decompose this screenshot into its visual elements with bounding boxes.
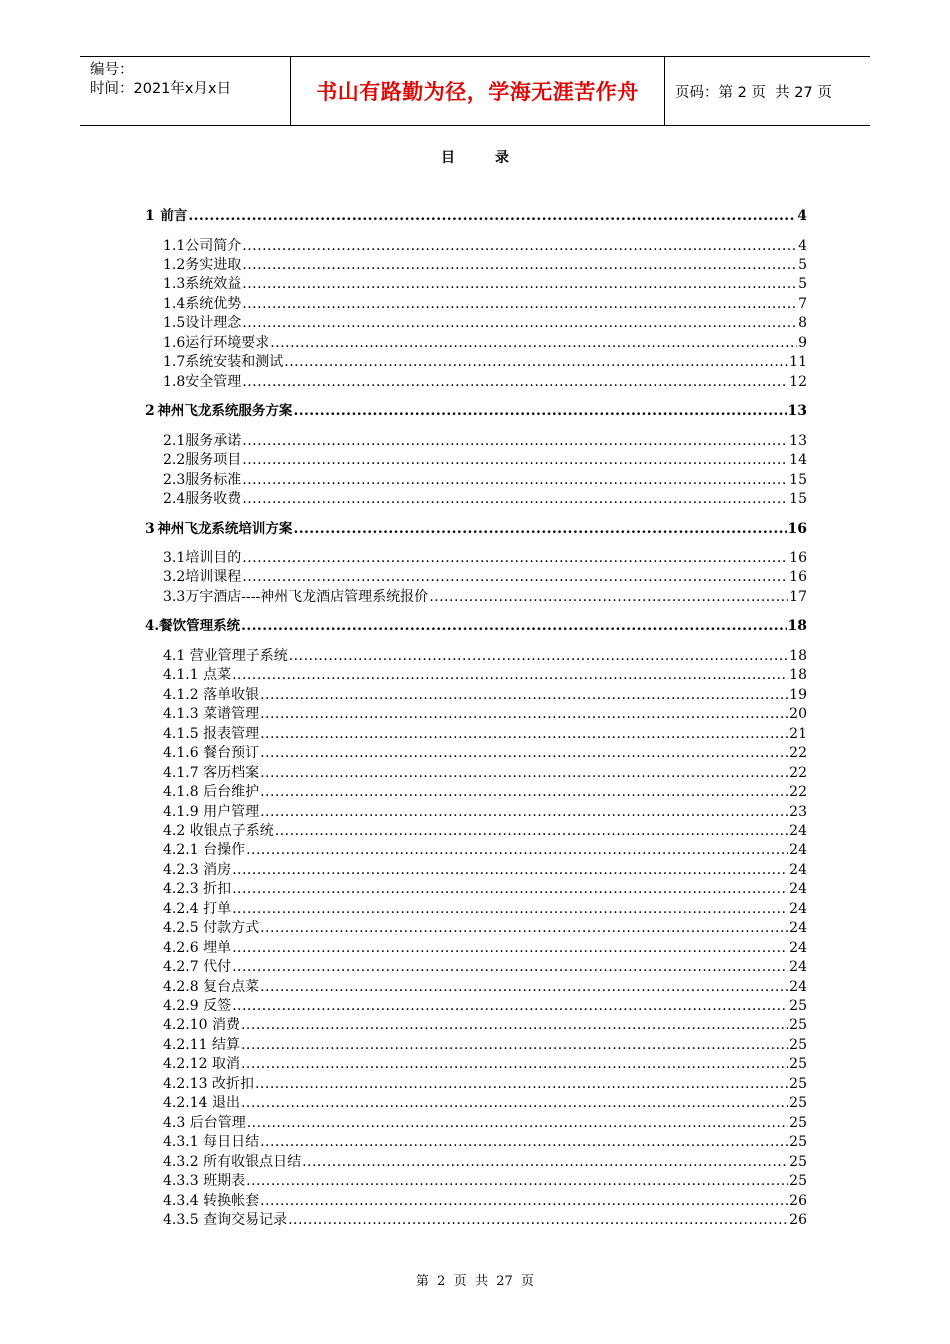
toc-entry-label: 服务收费	[185, 491, 242, 507]
toc-leader-dots	[302, 1153, 788, 1171]
toc-entry	[163, 237, 807, 255]
toc-entry-label: 4.1.5 报表管理	[163, 725, 260, 742]
toc-entry-page: 14	[789, 452, 807, 469]
toc-leader-dots	[242, 471, 788, 489]
toc-entry-label: 4.2.9 反签	[163, 998, 232, 1014]
toc-leader-dots	[246, 841, 788, 859]
toc-entry-page: 25	[789, 1173, 807, 1190]
toc-leader-dots	[232, 958, 788, 976]
toc-entry-label: 4.2.13 改折扣	[163, 1075, 254, 1092]
toc-entry-page: 15	[789, 491, 807, 507]
toc-entry	[163, 647, 807, 665]
toc-entry-page: 22	[789, 745, 807, 762]
toc-entry-label: 4.2.11 结算	[163, 1036, 240, 1053]
toc-entry	[163, 275, 807, 293]
toc-entry	[163, 1055, 807, 1073]
toc-entry-label: 4.2.1 台操作	[163, 842, 246, 859]
toc-leader-dots	[270, 334, 797, 352]
toc-entry	[163, 939, 807, 957]
toc-entry-page: 25	[789, 1114, 807, 1131]
toc-entry-page: 8	[798, 315, 807, 332]
toc-leader-dots	[260, 1192, 788, 1210]
toc-entry	[145, 617, 807, 635]
toc-leader-dots	[242, 314, 797, 332]
toc-entry-number: 3.1	[163, 550, 186, 566]
toc-entry-label: 4.2.7 代付	[163, 959, 232, 976]
toc-entry	[163, 1192, 807, 1210]
toc-entry	[163, 666, 807, 684]
toc-entry	[163, 919, 807, 937]
toc-entry	[163, 686, 807, 704]
toc-entry	[163, 861, 807, 879]
toc-entry-number: 2	[145, 403, 155, 420]
toc-entry	[163, 705, 807, 723]
toc-entry-label: 4.1.6 餐台预订	[163, 745, 260, 762]
toc-leader-dots	[242, 568, 788, 586]
toc-entry-page: 16	[789, 550, 807, 566]
toc-entry-page: 24	[789, 978, 807, 995]
toc-entry-label: 4.2.3 消房	[163, 861, 232, 878]
toc-entry	[163, 471, 807, 489]
toc-entry-number: 2.4	[163, 491, 186, 507]
header-time: 时间：2021年x月x日	[90, 81, 232, 97]
toc-entry-page: 15	[789, 471, 807, 488]
toc-leader-dots	[260, 705, 788, 723]
toc-entry-number: 2.1	[163, 432, 186, 449]
toc-title: 目录	[441, 150, 549, 166]
toc-entry-label: 务实进取	[185, 256, 242, 273]
toc-leader-dots	[241, 617, 786, 635]
toc-entry-label: 公司简介	[185, 237, 242, 254]
toc-entry-label: 设计理念	[185, 315, 242, 332]
toc-entry-page: 17	[789, 588, 807, 605]
toc-entry-number: 1.7	[163, 354, 186, 371]
toc-entry	[163, 1016, 807, 1034]
toc-entry-label: 服务项目	[185, 452, 242, 469]
toc-leader-dots	[242, 490, 788, 508]
page-header	[80, 56, 870, 126]
toc-entry-label: 4.1 营业管理子系统	[163, 647, 288, 664]
toc-entry	[163, 900, 807, 918]
toc-entry-number: 3.3	[163, 588, 186, 605]
toc-entry	[163, 1211, 807, 1229]
toc-entry	[163, 1153, 807, 1171]
toc-leader-dots	[260, 978, 788, 996]
toc-entry	[163, 334, 807, 352]
toc-entry-label: 系统安装和测试	[185, 354, 284, 371]
toc-entry	[163, 958, 807, 976]
toc-leader-dots	[232, 666, 788, 684]
toc-entry-page: 7	[798, 295, 807, 312]
toc-leader-dots	[188, 207, 796, 225]
toc-leader-dots	[429, 588, 788, 606]
toc-entry-page: 12	[789, 373, 807, 390]
toc-leader-dots	[260, 1133, 788, 1151]
toc-entry-label: 4.1.7 客历档案	[163, 764, 260, 781]
toc-entry	[163, 1094, 807, 1112]
toc-entry	[163, 1133, 807, 1151]
toc-entry	[163, 803, 807, 821]
toc-entry-label: 4.2.14 退出	[163, 1095, 240, 1112]
toc-entry-label: 4.2.10 消费	[163, 1017, 240, 1034]
toc-entry	[163, 451, 807, 469]
toc-entry	[163, 783, 807, 801]
toc-entry-page: 24	[789, 920, 807, 937]
toc-entry-label: 4.3.3 班期表	[163, 1173, 246, 1190]
toc-entry-label: 4.2.5 付款方式	[163, 920, 260, 937]
toc-entry-label: 服务承诺	[185, 432, 242, 449]
toc-entry-page: 20	[789, 706, 807, 723]
header-meta	[80, 57, 291, 125]
toc-entry-page: 21	[789, 725, 807, 742]
toc-entry-page: 16	[787, 520, 807, 537]
toc-entry-page: 5	[798, 256, 807, 273]
toc-entry-page: 24	[789, 842, 807, 859]
toc-leader-dots	[232, 997, 788, 1015]
toc-leader-dots	[242, 275, 797, 293]
toc-entry-number: 3.2	[163, 569, 186, 586]
toc-leader-dots	[284, 353, 788, 371]
toc-entry-page: 24	[789, 861, 807, 878]
toc-leader-dots	[260, 803, 788, 821]
toc-entry-label: 4.餐饮管理系统	[145, 618, 241, 635]
toc-entry-page: 24	[789, 939, 807, 956]
toc-entry-page: 25	[789, 998, 807, 1014]
toc-entry-number: 1.5	[163, 315, 186, 332]
toc-entry	[163, 373, 807, 391]
header-number: 编号：	[90, 62, 134, 78]
toc-entry-label: 4.3.5 查询交易记录	[163, 1211, 288, 1228]
toc-entry-number: 1	[145, 208, 155, 224]
toc-leader-dots	[260, 919, 788, 937]
toc-leader-dots	[232, 861, 788, 879]
toc-entry	[163, 764, 807, 782]
toc-entry-label: 4.1.3 菜谱管理	[163, 706, 260, 723]
toc-leader-dots	[246, 1172, 788, 1190]
toc-leader-dots	[247, 1114, 788, 1132]
page-footer	[0, 1270, 950, 1289]
toc-entry	[163, 1036, 807, 1054]
toc-entry	[163, 314, 807, 332]
toc-entry-number: 2.2	[163, 452, 186, 469]
toc-entry	[145, 207, 807, 225]
toc-entry	[163, 588, 807, 606]
toc-entry-page: 24	[789, 822, 807, 839]
toc-entry-label: 4.1.2 落单收银	[163, 686, 260, 703]
toc-entry-page: 26	[789, 1211, 807, 1228]
toc-leader-dots	[289, 647, 788, 665]
toc-leader-dots	[241, 1016, 788, 1034]
toc-entry-page: 24	[789, 900, 807, 917]
toc-entry-number: 1.8	[163, 373, 186, 390]
toc-entry-label: 神州飞龙系统服务方案	[157, 403, 293, 420]
toc-entry-label: 4.3.4 转换帐套	[163, 1192, 260, 1209]
toc-entry-label: 4.2.4 打单	[163, 900, 232, 917]
toc-entry-label: 神州飞龙系统培训方案	[157, 520, 293, 537]
toc-leader-dots	[293, 520, 786, 538]
toc-entry-page: 24	[789, 881, 807, 898]
toc-entry-label: 运行环境要求	[185, 334, 270, 351]
toc-entry	[163, 490, 807, 508]
toc-entry	[163, 725, 807, 743]
toc-leader-dots	[232, 880, 788, 898]
toc-entry	[163, 295, 807, 313]
toc-leader-dots	[260, 686, 788, 704]
toc-entry-label: 4.3 后台管理	[163, 1114, 246, 1131]
toc-entry	[163, 256, 807, 274]
toc-leader-dots	[242, 549, 788, 567]
toc-entry-page: 18	[789, 647, 807, 664]
toc-entry	[163, 353, 807, 371]
toc-leader-dots	[275, 822, 788, 840]
toc-entry-label: 培训课程	[185, 569, 242, 586]
toc-entry-label: 4.2.12 取消	[163, 1056, 240, 1073]
toc-entry-number: 1.4	[163, 295, 186, 312]
toc-leader-dots	[242, 295, 797, 313]
toc-leader-dots	[260, 783, 788, 801]
toc-entry-label: 服务标准	[185, 471, 242, 488]
toc-leader-dots	[260, 744, 788, 762]
toc-entry-label: 4.1.1 点菜	[163, 667, 232, 684]
toc-leader-dots	[241, 1055, 788, 1073]
toc-entry-label: 4.1.9 用户管理	[163, 803, 260, 820]
toc-entry-page: 16	[789, 569, 807, 586]
toc-leader-dots	[293, 402, 786, 420]
toc-entry-page: 13	[787, 403, 807, 420]
toc-entry	[163, 432, 807, 450]
toc-leader-dots	[242, 256, 797, 274]
toc-entry-number: 1.3	[163, 276, 186, 293]
toc-entry	[145, 520, 807, 538]
toc-entry-page: 11	[789, 354, 807, 371]
toc-entry-label: 安全管理	[185, 373, 242, 390]
toc-entry-page: 4	[797, 208, 807, 224]
toc-entry-page: 22	[789, 784, 807, 801]
toc-leader-dots	[241, 1094, 788, 1112]
toc-leader-dots	[241, 1036, 788, 1054]
header-motto: 书山有路勤为径，学海无涯苦作舟	[291, 57, 665, 125]
footer-page-number: 第 2 页 共 27 页	[415, 1274, 535, 1289]
toc-entry	[163, 568, 807, 586]
toc-entry-label: 万宇酒店----神州飞龙酒店管理系统报价	[185, 588, 429, 605]
toc-entry	[145, 402, 807, 420]
toc-entry-page: 25	[789, 1075, 807, 1092]
toc-entry-label: 4.2 收银点子系统	[163, 822, 274, 839]
toc-leader-dots	[242, 432, 788, 450]
toc-entry-label: 4.2.6 埋单	[163, 939, 232, 956]
toc-leader-dots	[255, 1075, 788, 1093]
toc-entry-page: 25	[789, 1017, 807, 1034]
toc-leader-dots	[260, 725, 788, 743]
toc-entry-page: 25	[789, 1056, 807, 1073]
toc-entry-page: 4	[798, 237, 807, 254]
toc-entry-page: 18	[789, 667, 807, 684]
toc-entry-page: 25	[789, 1036, 807, 1053]
toc-entry-page: 25	[789, 1095, 807, 1112]
toc-entry-number: 1.2	[163, 256, 186, 273]
toc-entry-label: 系统效益	[185, 276, 242, 293]
toc-leader-dots	[260, 764, 788, 782]
toc-leader-dots	[288, 1211, 788, 1229]
toc-entry	[163, 997, 807, 1015]
toc-entry	[163, 841, 807, 859]
toc-entry	[163, 1075, 807, 1093]
toc-leader-dots	[242, 373, 788, 391]
toc-entry	[163, 822, 807, 840]
toc-entry-page: 25	[789, 1134, 807, 1151]
toc-leader-dots	[232, 900, 788, 918]
toc-entry-page: 24	[789, 959, 807, 976]
toc-entry-label: 4.2.3 折扣	[163, 881, 232, 898]
toc-leader-dots	[232, 939, 788, 957]
header-page-label: 页码：第 2 页 共 27 页	[675, 84, 832, 101]
toc-entry	[163, 880, 807, 898]
toc-entry-page: 19	[789, 686, 807, 703]
header-page-info	[665, 57, 870, 125]
toc-entry-page: 18	[787, 618, 807, 635]
toc-entry-page: 22	[789, 764, 807, 781]
toc-entry-page: 23	[789, 803, 807, 820]
toc-entry-label: 系统优势	[185, 295, 242, 312]
toc-entry	[163, 1114, 807, 1132]
toc-entry-page: 9	[798, 334, 807, 351]
toc-entry-number: 2.3	[163, 471, 186, 488]
toc-entry-label: 前言	[160, 208, 188, 224]
toc-entry-number: 1.6	[163, 334, 186, 351]
toc-entry-page: 26	[789, 1192, 807, 1209]
toc-entry-page: 13	[789, 432, 807, 449]
toc-entry-number: 3	[145, 520, 155, 537]
toc-entry	[163, 549, 807, 567]
toc-leader-dots	[242, 451, 788, 469]
toc-entry	[163, 1172, 807, 1190]
toc-entry-label: 4.3.1 每日日结	[163, 1134, 260, 1151]
toc-entry-number: 1.1	[163, 237, 186, 254]
toc-entry-page: 25	[789, 1153, 807, 1170]
toc-entry-page: 5	[798, 276, 807, 293]
toc-entry-label: 培训目的	[185, 550, 242, 566]
toc-entry-label: 4.1.8 后台维护	[163, 784, 260, 801]
toc-entry	[163, 744, 807, 762]
toc-entry-label: 4.3.2 所有收银点日结	[163, 1153, 302, 1170]
toc-entry	[163, 978, 807, 996]
toc-entry-label: 4.2.8 复台点菜	[163, 978, 260, 995]
toc-leader-dots	[242, 237, 797, 255]
